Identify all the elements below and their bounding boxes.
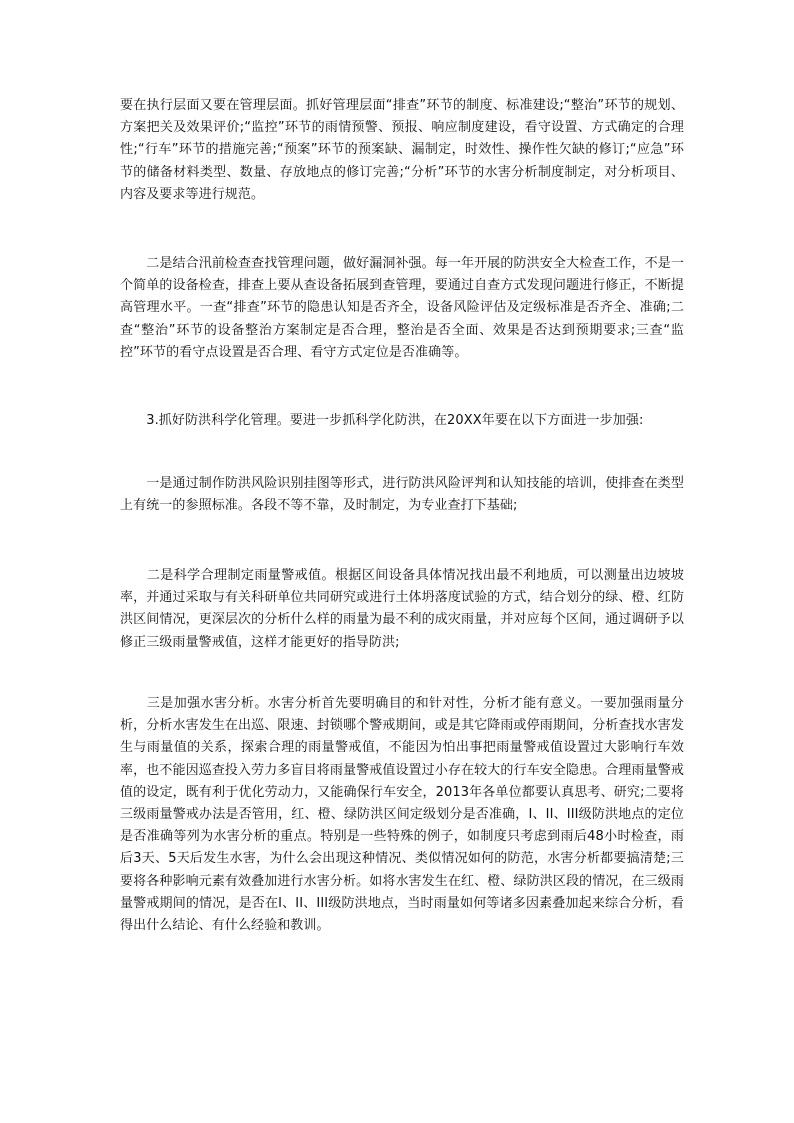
paragraph-risk-maps: 一是通过制作防洪风险识别挂图等形式，进行防洪风险评判和认知技能的培训，使排查在类型上有统一的参照标准。各段不等不靠，及时制定，为专业查打下基础;	[120, 476, 684, 514]
paragraph-preflood-inspection: 二是结合汛前检查查找管理问题，做好漏洞补强。每一年开展的防洪安全大检查工作，不是一个简单的设备检查，排查上要从查设备拓展到查管理，要通过自查方式发现问题进行修正，不断提高管理水平。一查“排查”环节的隐患认知是否齐全，设备风险评估及定级标准是否齐全、准确;二查“整治”环节的设备整治方案制定是否合理，整治是否全面、效果是否达到预期要求;三查“监控”环节的看守点设置是否合理、看守方式定位是否准确等。	[120, 256, 684, 360]
paragraph-flood-damage-analysis: 三是加强水害分析。水害分析首先要明确目的和针对性，分析才能有意义。一要加强雨量分析，分析水害发生在出巡、限速、封锁哪个警戒期间，或是其它降雨或停雨期间，分析查找水害发生与雨量值的关系，探索合理的雨量警戒值，不能因为怕出事把雨量警戒值设置过大影响行车效率，也不能因巡查投入劳力多盲目将雨量警戒值设置过小存在较大的行车安全隐患。合理雨量警戒值的设定，既有利于优化劳动力，又能确保行车安全，2013年各单位都要认真思考、研究;二要将三级雨量警戒办法是否管用，红、橙、绿防洪区间定级划分是否准确，I、II、III级防洪地点的定位是否准确等列为水害分析的重点。特别是一些特殊的例子，如制度只考虑到雨后48小时检查，雨后3天、5天后发生水害，为什么会出现这种情况、类似情况如何的防范，水害分析都要搞清楚;三要将各种影响元素有效叠加进行水害分析。如将水害发生在红、橙、绿防洪区段的情况，在三级雨量警戒期间的情况，是否在I、II、III级防洪地点，当时雨量如何等诸多因素叠加起来综合分析，看得出什么结论、有什么经验和教训。	[120, 696, 684, 934]
paragraph-scientific-management: 3.抓好防洪科学化管理。要进一步抓科学化防洪，在20XX年要在以下方面进一步加强:	[120, 413, 644, 428]
paragraph-rainfall-thresholds: 二是科学合理制定雨量警戒值。根据区间设备具体情况找出最不利地质，可以测量出边坡坡率，并通过采取与有关科研单位共同研究或进行土体坍落度试验的方式，结合划分的绿、橙、红防洪区间情况，更深层次的分析什么样的雨量为最不利的成灾雨量，并对应每个区间，通过调研予以修正三级雨量警戒值，这样才能更好的指导防洪;	[120, 568, 684, 650]
paragraph-management-levels: 要在执行层面又要在管理层面。抓好管理层面“排查”环节的制度、标准建设;“整治”环节的规划、方案把关及效果评价;“监控”环节的雨情预警、预报、响应制度建设，看守设置、方式确定的合理性;“行车”环节的措施完善;“预案”环节的预案缺、漏制定，时效性、操作性欠缺的修订;“应急”环节的储备材料类型、数量、存放地点的修订完善;“分析”环节的水害分析制度制定，对分析项目、内容及要求等进行规范。	[120, 98, 684, 202]
